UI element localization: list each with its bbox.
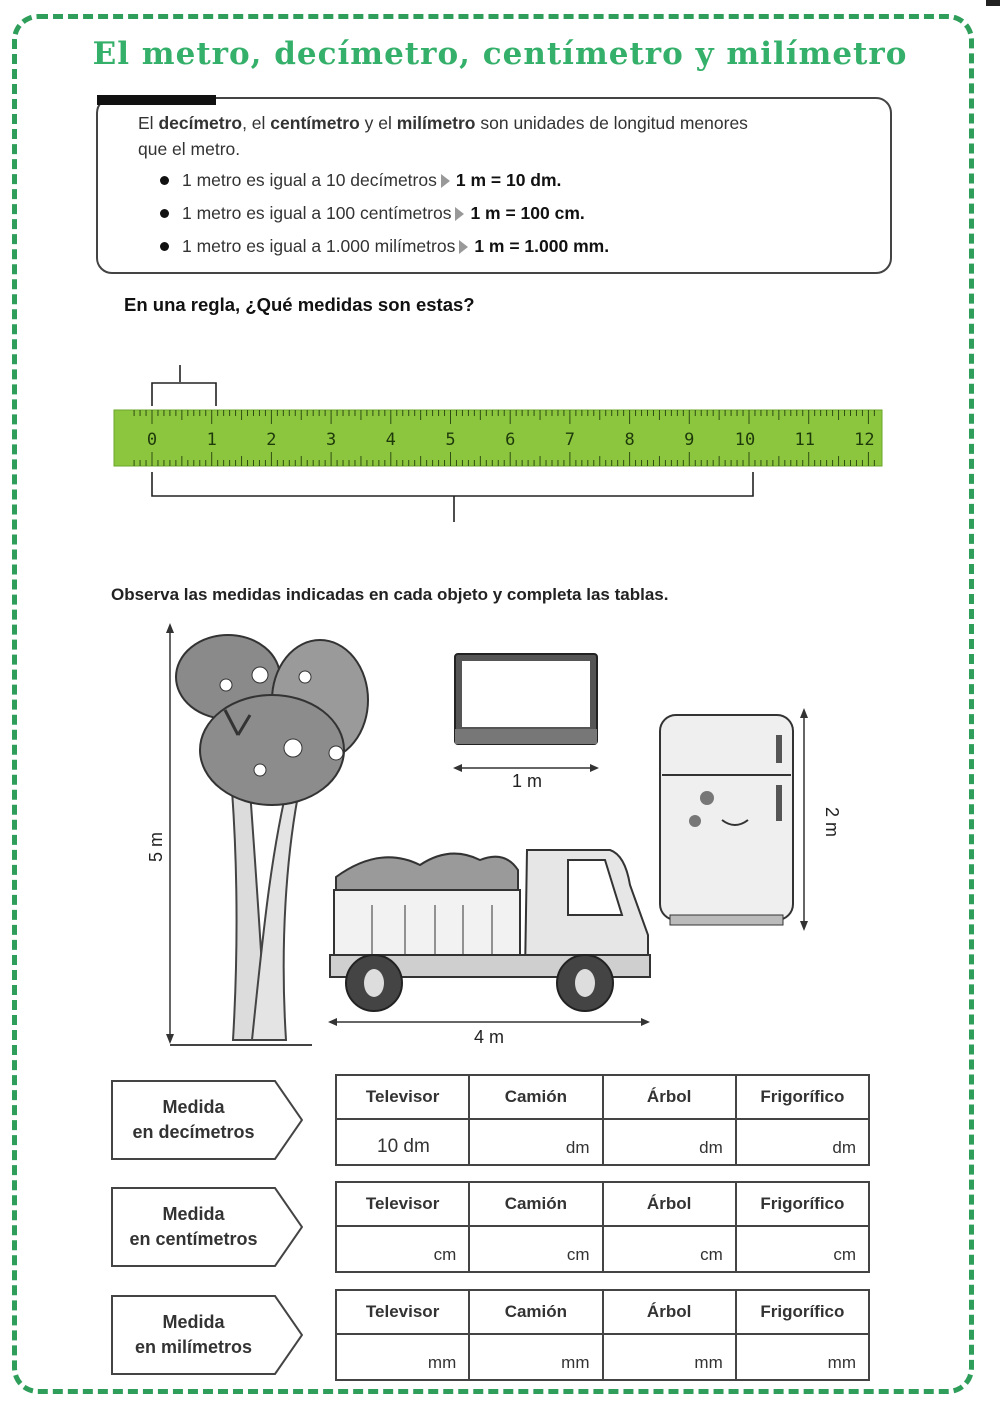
top-bracket [152, 365, 216, 406]
table-label [111, 1187, 276, 1267]
table-header-cell: Televisor [336, 1182, 469, 1226]
objects-illustration [0, 615, 1000, 1055]
arrow-right-icon [441, 174, 450, 188]
rule-text: 1 metro es igual a 1.000 milímetros [182, 236, 456, 256]
ruler-question: En una regla, ¿Qué medidas son estas? [124, 294, 475, 315]
table-label-arrow [111, 1295, 303, 1375]
ruler-number: 4 [385, 430, 396, 450]
ruler-number: 0 [146, 430, 158, 450]
table-answer-cell[interactable]: mm [603, 1334, 736, 1380]
measure-table [335, 1074, 870, 1166]
table-header-cell: Frigorífico [736, 1182, 869, 1226]
rule-text: 1 metro es igual a 10 decímetros [182, 170, 437, 190]
truck-illustration [328, 850, 650, 1047]
table-answer-cell[interactable]: cm [736, 1226, 869, 1272]
measure-table [335, 1289, 870, 1381]
table-header-row [336, 1182, 869, 1226]
table-header-cell: Frigorífico [736, 1075, 869, 1119]
ruler-number: 9 [684, 430, 695, 450]
table-label-line2: en milímetros [134, 1337, 253, 1357]
table-label [111, 1080, 276, 1160]
intro-term-decimetro: decímetro [158, 113, 243, 133]
rule-formula: 1 m = 10 dm. [455, 170, 562, 190]
table-answer-cell[interactable]: mm [469, 1334, 602, 1380]
conversion-rules-list [160, 166, 609, 265]
rule-formula: 1 m = 1.000 mm. [474, 236, 610, 256]
rule-item [160, 166, 609, 199]
table-label-arrow [111, 1187, 303, 1267]
table-label-line1: Medida [162, 1312, 225, 1332]
measure-table [335, 1181, 870, 1273]
rule-item [160, 232, 609, 265]
table-header-cell: Camión [469, 1290, 602, 1334]
ruler-diagram [0, 350, 1000, 530]
rule-text: 1 metro es igual a 100 centímetros [182, 203, 452, 223]
ruler-number: 3 [325, 430, 337, 450]
table-answer-cell[interactable]: dm [736, 1119, 869, 1165]
intro-text: son unidades de longitud menores [475, 113, 748, 133]
tree-measure-label: 5 m [146, 831, 166, 863]
fridge-measure-label: 2 m [822, 806, 842, 838]
table-answer-cell[interactable]: 10 dm [336, 1119, 469, 1165]
table-header-row [336, 1290, 869, 1334]
ruler-number: 12 [854, 430, 875, 450]
table-answer-cell[interactable]: dm [603, 1119, 736, 1165]
tv-measure-label: 1 m [511, 771, 543, 791]
table-header-cell: Televisor [336, 1290, 469, 1334]
intro-text-line2: que el metro. [138, 139, 241, 159]
ruler-number: 6 [505, 430, 516, 450]
intro-text: El [138, 113, 159, 133]
table-header-cell: Camión [469, 1075, 602, 1119]
table-row [336, 1226, 869, 1272]
ruler-number: 7 [564, 430, 576, 450]
table-label [111, 1295, 276, 1375]
arrow-right-icon [459, 240, 468, 254]
arrow-right-icon [455, 207, 464, 221]
info-intro [138, 110, 838, 162]
table-label-line1: Medida [162, 1097, 225, 1117]
table-header-row [336, 1075, 869, 1119]
table-answer-cell[interactable]: cm [603, 1226, 736, 1272]
table-answer-cell[interactable]: mm [736, 1334, 869, 1380]
tv-illustration [453, 654, 599, 791]
table-answer-cell[interactable]: mm [336, 1334, 469, 1380]
table-header-cell: Árbol [603, 1182, 736, 1226]
rule-formula: 1 m = 100 cm. [470, 203, 585, 223]
table-header-cell: Televisor [336, 1075, 469, 1119]
table-header-cell: Árbol [603, 1290, 736, 1334]
table-answer-cell[interactable]: dm [469, 1119, 602, 1165]
objects-instruction: Observa las medidas indicadas en cada objeto y completa las tablas. [111, 585, 669, 604]
table-answer-cell[interactable]: cm [469, 1226, 602, 1272]
bottom-bracket [152, 472, 753, 522]
table-label-arrow [111, 1080, 303, 1160]
table-row [336, 1119, 869, 1165]
table-label-line2: en decímetros [132, 1122, 255, 1142]
intro-text: , el [242, 113, 271, 133]
bullet-icon [160, 209, 169, 218]
bullet-icon [160, 176, 169, 185]
info-box-tab [97, 95, 216, 105]
table-label-line2: en centímetros [129, 1229, 258, 1249]
bullet-icon [160, 242, 169, 251]
table-header-cell: Frigorífico [736, 1290, 869, 1334]
page-title: El metro, decímetro, centímetro y milímetro [92, 36, 908, 72]
table-label-line1: Medida [162, 1204, 225, 1224]
ruler-number: 10 [734, 430, 756, 450]
truck-measure-label: 4 m [473, 1027, 505, 1047]
intro-term-centimetro: centímetro [270, 113, 360, 133]
ruler-number: 1 [206, 430, 217, 450]
rule-item [160, 199, 609, 232]
intro-term-milimetro: milímetro [396, 113, 476, 133]
ruler-number: 11 [794, 430, 815, 450]
ruler-body [114, 410, 882, 466]
table-header-cell: Árbol [603, 1075, 736, 1119]
table-header-cell: Camión [469, 1182, 602, 1226]
ruler-number: 8 [624, 430, 635, 450]
fridge-illustration [660, 708, 842, 931]
table-row [336, 1334, 869, 1380]
intro-text: y el [359, 113, 397, 133]
tree-illustration [146, 623, 368, 1045]
table-answer-cell[interactable]: cm [336, 1226, 469, 1272]
page-corner-mark [986, 0, 1000, 6]
ruler-number: 2 [266, 430, 277, 450]
ruler-number: 5 [445, 430, 456, 450]
